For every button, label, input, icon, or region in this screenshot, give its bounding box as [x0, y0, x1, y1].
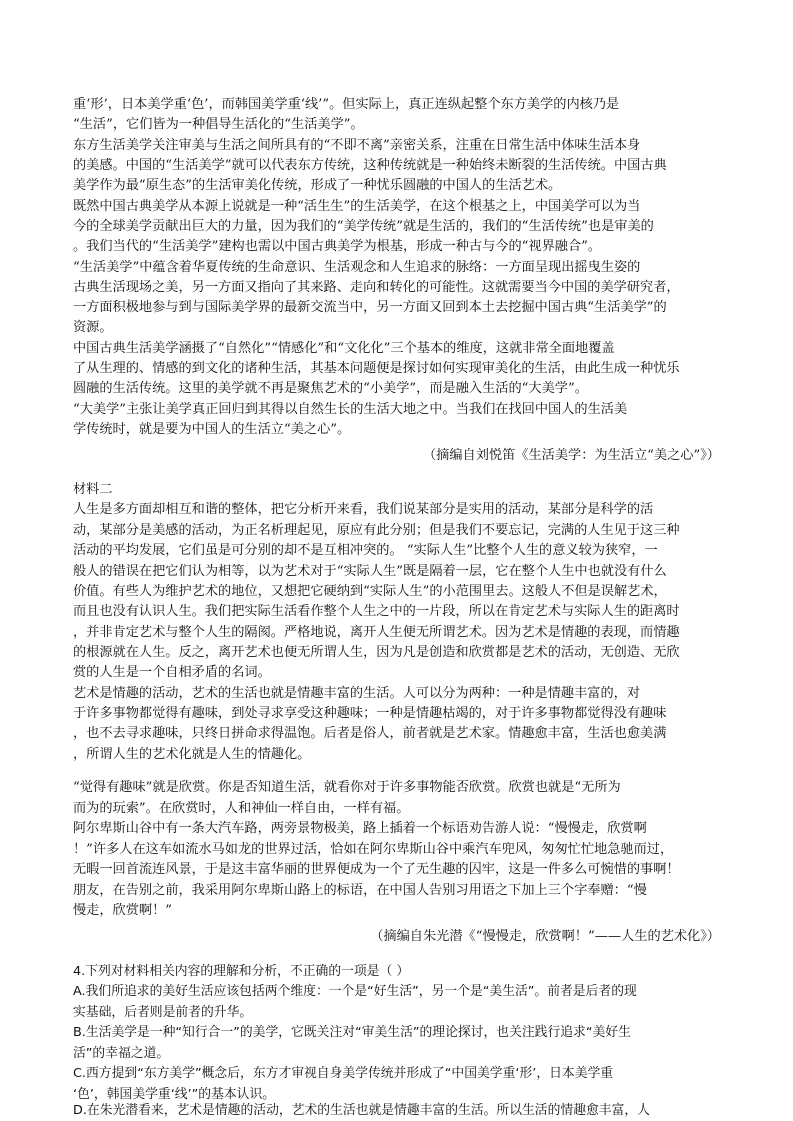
- text-line: 古典生活现场之美，另一方面又指向了其来路、走向和转化的可能性。这就需要当今中国的美学研究者，: [73, 280, 680, 295]
- option-c-cont: ‘色’，韩国美学重‘线’”的基本认识。: [73, 1087, 276, 1102]
- option-a: A.我们所追求的美好生活应该包括两个维度：一个是“好生活”，另一个是“美生活”。前者是后者的现: [73, 984, 637, 999]
- text-line: 慢走，欣赏啊！”: [73, 903, 173, 918]
- text-line: ，也不去寻求趣味，只终日拼命求得温饱。后者是俗人，前者就是艺术家。情趣愈丰富，生活也愈美满: [73, 726, 667, 741]
- text-line: 艺术是情趣的活动，艺术的生活也就是情趣丰富的生活。人可以分为两种：一种是情趣丰富的，对: [73, 686, 641, 701]
- option-b-cont: 活”的幸福之道。: [73, 1046, 170, 1061]
- text-line: ，所谓人生的艺术化就是人生的情趣化。: [73, 747, 311, 762]
- text-line: 而且也没有认识人生。我们把实际生活看作整个人生之中的一片段，所以在肯定艺术与实际人生的距离时: [73, 604, 680, 619]
- text-line: 了从生理的、情感的到文化的诸种生活，其基本问题便是探讨如何实现审美化的生活，由此生成一种忧乐: [73, 361, 680, 376]
- text-line: 而为的玩索”。在欣赏时，人和神仙一样自由，一样有福。: [73, 801, 410, 816]
- text-line: 动，某部分是美感的活动，为正名析理起见，原应有此分别；但是我们不要忘记，完满的人生见于这三种: [73, 523, 680, 538]
- option-d: D.在朱光潜看来，艺术是情趣的活动，艺术的生活也就是情趣丰富的生活。所以生活的情趣愈丰富，人: [73, 1103, 650, 1118]
- text-line: 价值。有些人为维护艺术的地位，又想把它硬纳到“实际人生”的小范围里去。这般人不但是误解艺术，: [73, 584, 667, 599]
- section-heading: 材料二: [73, 482, 113, 497]
- text-line: 赏的人生是一个自相矛盾的名词。: [73, 665, 271, 680]
- text-line: 的美感。中国的“生活美学”就可以代表东方传统，这种传统就是一种始终未断裂的生活传统。中国古典: [73, 158, 667, 173]
- text-line: ！”许多人在这车如流水马如龙的世界过活，恰如在阿尔卑斯山谷中乘汽车兜风，匆匆忙忙地急驰而过，: [73, 842, 674, 857]
- text-line: 无暇一回首流连风景，于是这丰富华丽的世界便成为一个了无生趣的囚牢，这是一件多么可惋惜的事啊！: [73, 862, 680, 877]
- text-line: 般人的错误在把它们认为相等，以为艺术对于“实际人生”既是隔着一层，它在整个人生中也就没有什么: [73, 564, 667, 579]
- option-c: C.西方提到“东方美学”概念后，东方才审视自身美学传统并形成了“中国美学重‘形’，日本美学重: [73, 1066, 614, 1081]
- text-line: 资源。: [73, 320, 113, 335]
- source-citation: （摘编自朱光潜《“慢慢走，欣赏啊！”——人生的艺术化》）: [370, 929, 720, 944]
- text-line: 重‘形’，日本美学重‘色’，而韩国美学重‘线’”。但实际上，真正连纵起整个东方美学的内核乃是: [73, 97, 620, 112]
- text-line: 美学作为最“原生态”的生活审美化传统，形成了一种忧乐圆融的中国人的生活艺术。: [73, 178, 562, 193]
- text-line: 阿尔卑斯山谷中有一条大汽车路，两旁景物极美，路上插着一个标语劝告游人说：“慢慢走，欣赏啊: [73, 821, 647, 836]
- text-line: 朋友，在告别之前，我采用阿尔卑斯山路上的标语，在中国人告别习用语之下加上三个字奉赠：“慢: [73, 883, 647, 898]
- text-line: 于许多事物都觉得有趣味，到处寻求享受这种趣味；一种是情趣枯竭的，对于许多事物都觉得没有趣味: [73, 706, 667, 721]
- text-line: 人生是多方面却相互和谐的整体，把它分析开来看，我们说某部分是实用的活动，某部分是科学的活: [73, 502, 654, 517]
- text-line: ，并非肯定艺术与整个人生的隔阂。严格地说，离开人生便无所谓艺术。因为艺术是情趣的表现，而情趣: [73, 625, 680, 640]
- option-b: B.生活美学是一种“知行合一”的美学，它既关注对“审美生活”的理论探讨，也关注践行追求“美好生: [73, 1025, 631, 1040]
- text-line: “生活美学”中蕴含着华夏传统的生命意识、生活观念和人生追求的脉络：一方面呈现出摇曳生姿的: [73, 260, 641, 275]
- question-stem: 4.下列对材料相关内容的理解和分析，不正确的一项是（ ）: [73, 964, 410, 979]
- text-line: 东方生活美学关注审美与生活之间所具有的“不即不离”亲密关系，注重在日常生活中体味生活本身: [73, 138, 641, 153]
- text-line: 一方面积极地参与到与国际美学界的最新交流当中，另一方面又回到本土去挖掘中国古典“生活美学”的: [73, 300, 667, 315]
- text-line: 圆融的生活传统。这里的美学就不再是聚焦艺术的“小美学”，而是融入生活的“大美学”。: [73, 381, 588, 396]
- text-line: 既然中国古典美学从本源上说就是一种“活生生”的生活美学，在这个根基之上，中国美学可以为当: [73, 199, 641, 214]
- text-line: 活动的平均发展，它们虽是可分别的却不是互相冲突的。 “实际人生”比整个人生的意义较为狭窄，一: [73, 543, 658, 558]
- option-a-cont: 实基础，后者则是前者的升华。: [73, 1005, 253, 1020]
- source-citation: （摘编自刘悦笛《生活美学：为生活立“美之心”》）: [422, 448, 720, 463]
- text-line: 学传统时，就是要为中国人的生活立“美之心”。: [73, 422, 351, 437]
- text-line: 的根源就在人生。反之，离开艺术也便无所谓人生，因为凡是创造和欣赏都是艺术的活动，无创造、无欣: [73, 645, 680, 660]
- text-line: “觉得有趣味”就是欣赏。你是否知道生活，就看你对于许多事物能否欣赏。欣赏也就是“无所为: [73, 780, 621, 795]
- text-line: 今的全球美学贡献出巨大的力量，因为我们的“美学传统”就是生活的，我们的“生活传统”也是审美的: [73, 219, 654, 234]
- text-line: “大美学”主张让美学真正回归到其得以自然生长的生活大地之中。当我们在找回中国人的生活美: [73, 402, 628, 417]
- text-line: “生活”，它们皆为一种倡导生活化的“生活美学”。: [73, 117, 364, 132]
- text-line: 。我们当代的“生活美学”建构也需以中国古典美学为根基，形成一种古与今的“视界融合”。: [73, 239, 602, 254]
- text-line: 中国古典生活美学涵摄了“自然化”“情感化”和“文化化”三个基本的维度，这就非常全面地覆盖: [73, 341, 615, 356]
